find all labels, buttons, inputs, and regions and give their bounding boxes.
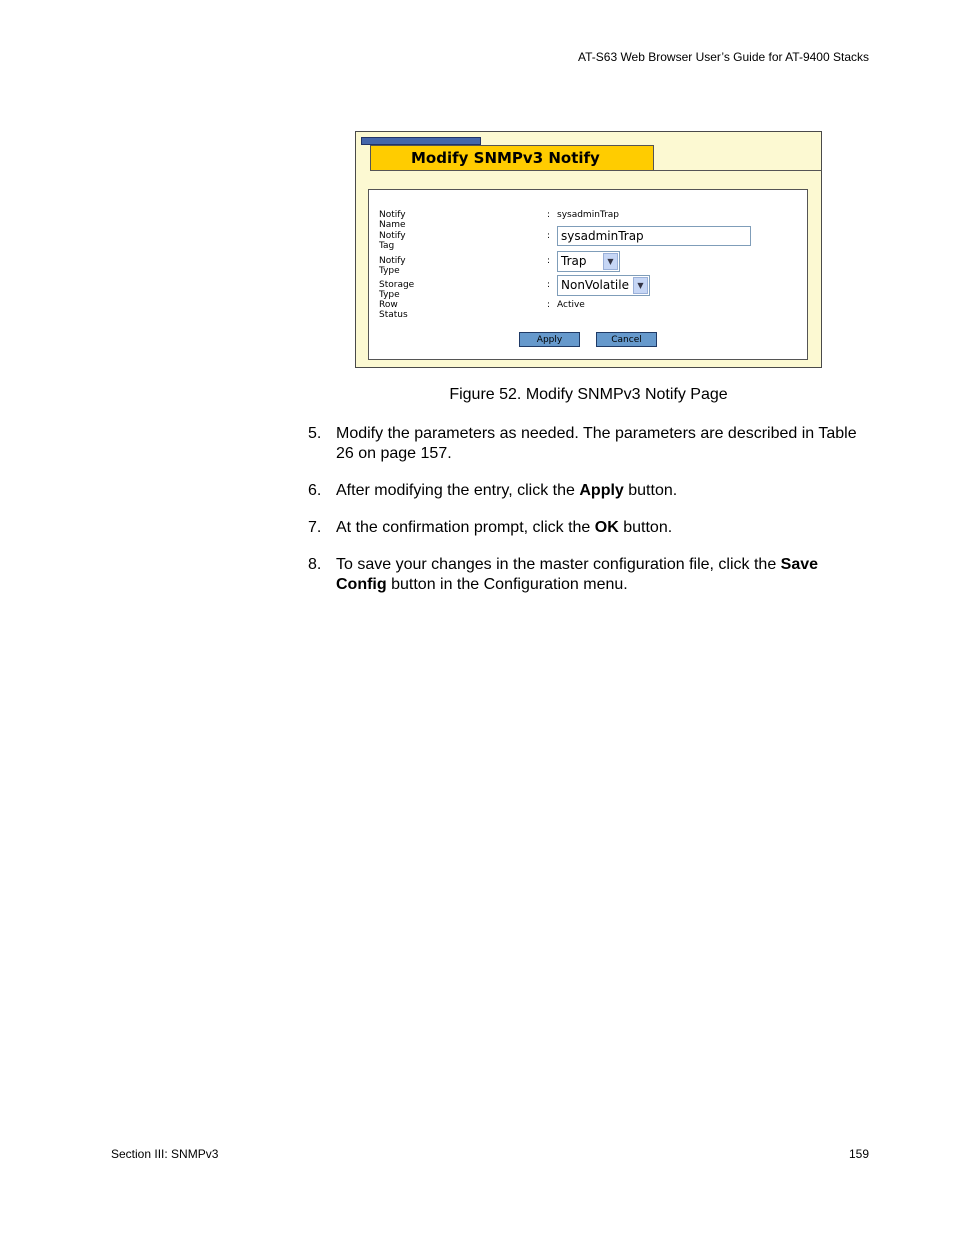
- running-header: AT-S63 Web Browser User’s Guide for AT-9400 Stacks: [577, 50, 869, 64]
- storage-type-select[interactable]: [557, 275, 650, 296]
- list-item: [308, 555, 868, 595]
- step-emphasis: Save Config: [336, 556, 819, 593]
- title-divider: [652, 170, 822, 171]
- colon: :: [547, 210, 551, 220]
- step-text: button.: [618, 519, 673, 536]
- step-text: Modify the parameters as needed. The parameters are described in Table 26 on page 157.: [336, 425, 857, 462]
- list-item: [308, 481, 868, 501]
- step-text: button.: [623, 482, 678, 499]
- notify-name-label: Notify Name: [379, 210, 406, 230]
- notify-type-selected: Trap: [561, 254, 587, 268]
- colon: :: [547, 231, 551, 241]
- page-title: Modify SNMPv3 Notify: [370, 145, 654, 171]
- footer-section: Section III: SNMPv3: [111, 1147, 219, 1161]
- colon: :: [547, 300, 551, 310]
- step-text: After modifying the entry, click the: [336, 482, 580, 499]
- storage-type-label: Storage Type: [379, 280, 415, 300]
- step-number: 7.: [308, 519, 322, 536]
- row-status-label: Row Status: [379, 300, 408, 320]
- chevron-down-icon[interactable]: ▼: [603, 253, 618, 270]
- colon: :: [547, 256, 551, 266]
- step-emphasis: Apply: [579, 482, 624, 499]
- step-text: At the confirmation prompt, click the: [336, 519, 595, 536]
- step-number: 6.: [308, 482, 322, 499]
- figure-caption: Figure 52. Modify SNMPv3 Notify Page: [449, 386, 728, 403]
- row-status-value: Active: [557, 300, 585, 310]
- notify-tag-label: Notify Tag: [379, 231, 406, 251]
- figure-modify-snmpv3-notify: [355, 131, 822, 368]
- page-number: 159: [848, 1147, 869, 1161]
- tab-strip: [361, 137, 481, 145]
- step-number: 8.: [308, 556, 322, 573]
- step-text: button in the Configuration menu.: [386, 576, 628, 593]
- notify-type-label: Notify Type: [379, 256, 406, 276]
- list-item: [308, 424, 868, 464]
- list-item: [308, 518, 868, 538]
- step-text: To save your changes in the master configuration file, click the: [336, 556, 781, 573]
- form-panel: [368, 189, 808, 360]
- steps-list: [308, 424, 868, 612]
- notify-name-value: sysadminTrap: [557, 210, 620, 220]
- step-emphasis: OK: [594, 519, 619, 536]
- apply-button[interactable]: Apply: [519, 332, 580, 347]
- colon: :: [547, 280, 551, 290]
- storage-type-selected: NonVolatile: [561, 278, 629, 292]
- notify-tag-input[interactable]: sysadminTrap: [557, 226, 751, 246]
- step-number: 5.: [308, 425, 322, 442]
- notify-type-select[interactable]: [557, 251, 620, 272]
- chevron-down-icon[interactable]: ▼: [633, 277, 648, 294]
- cancel-button[interactable]: Cancel: [596, 332, 657, 347]
